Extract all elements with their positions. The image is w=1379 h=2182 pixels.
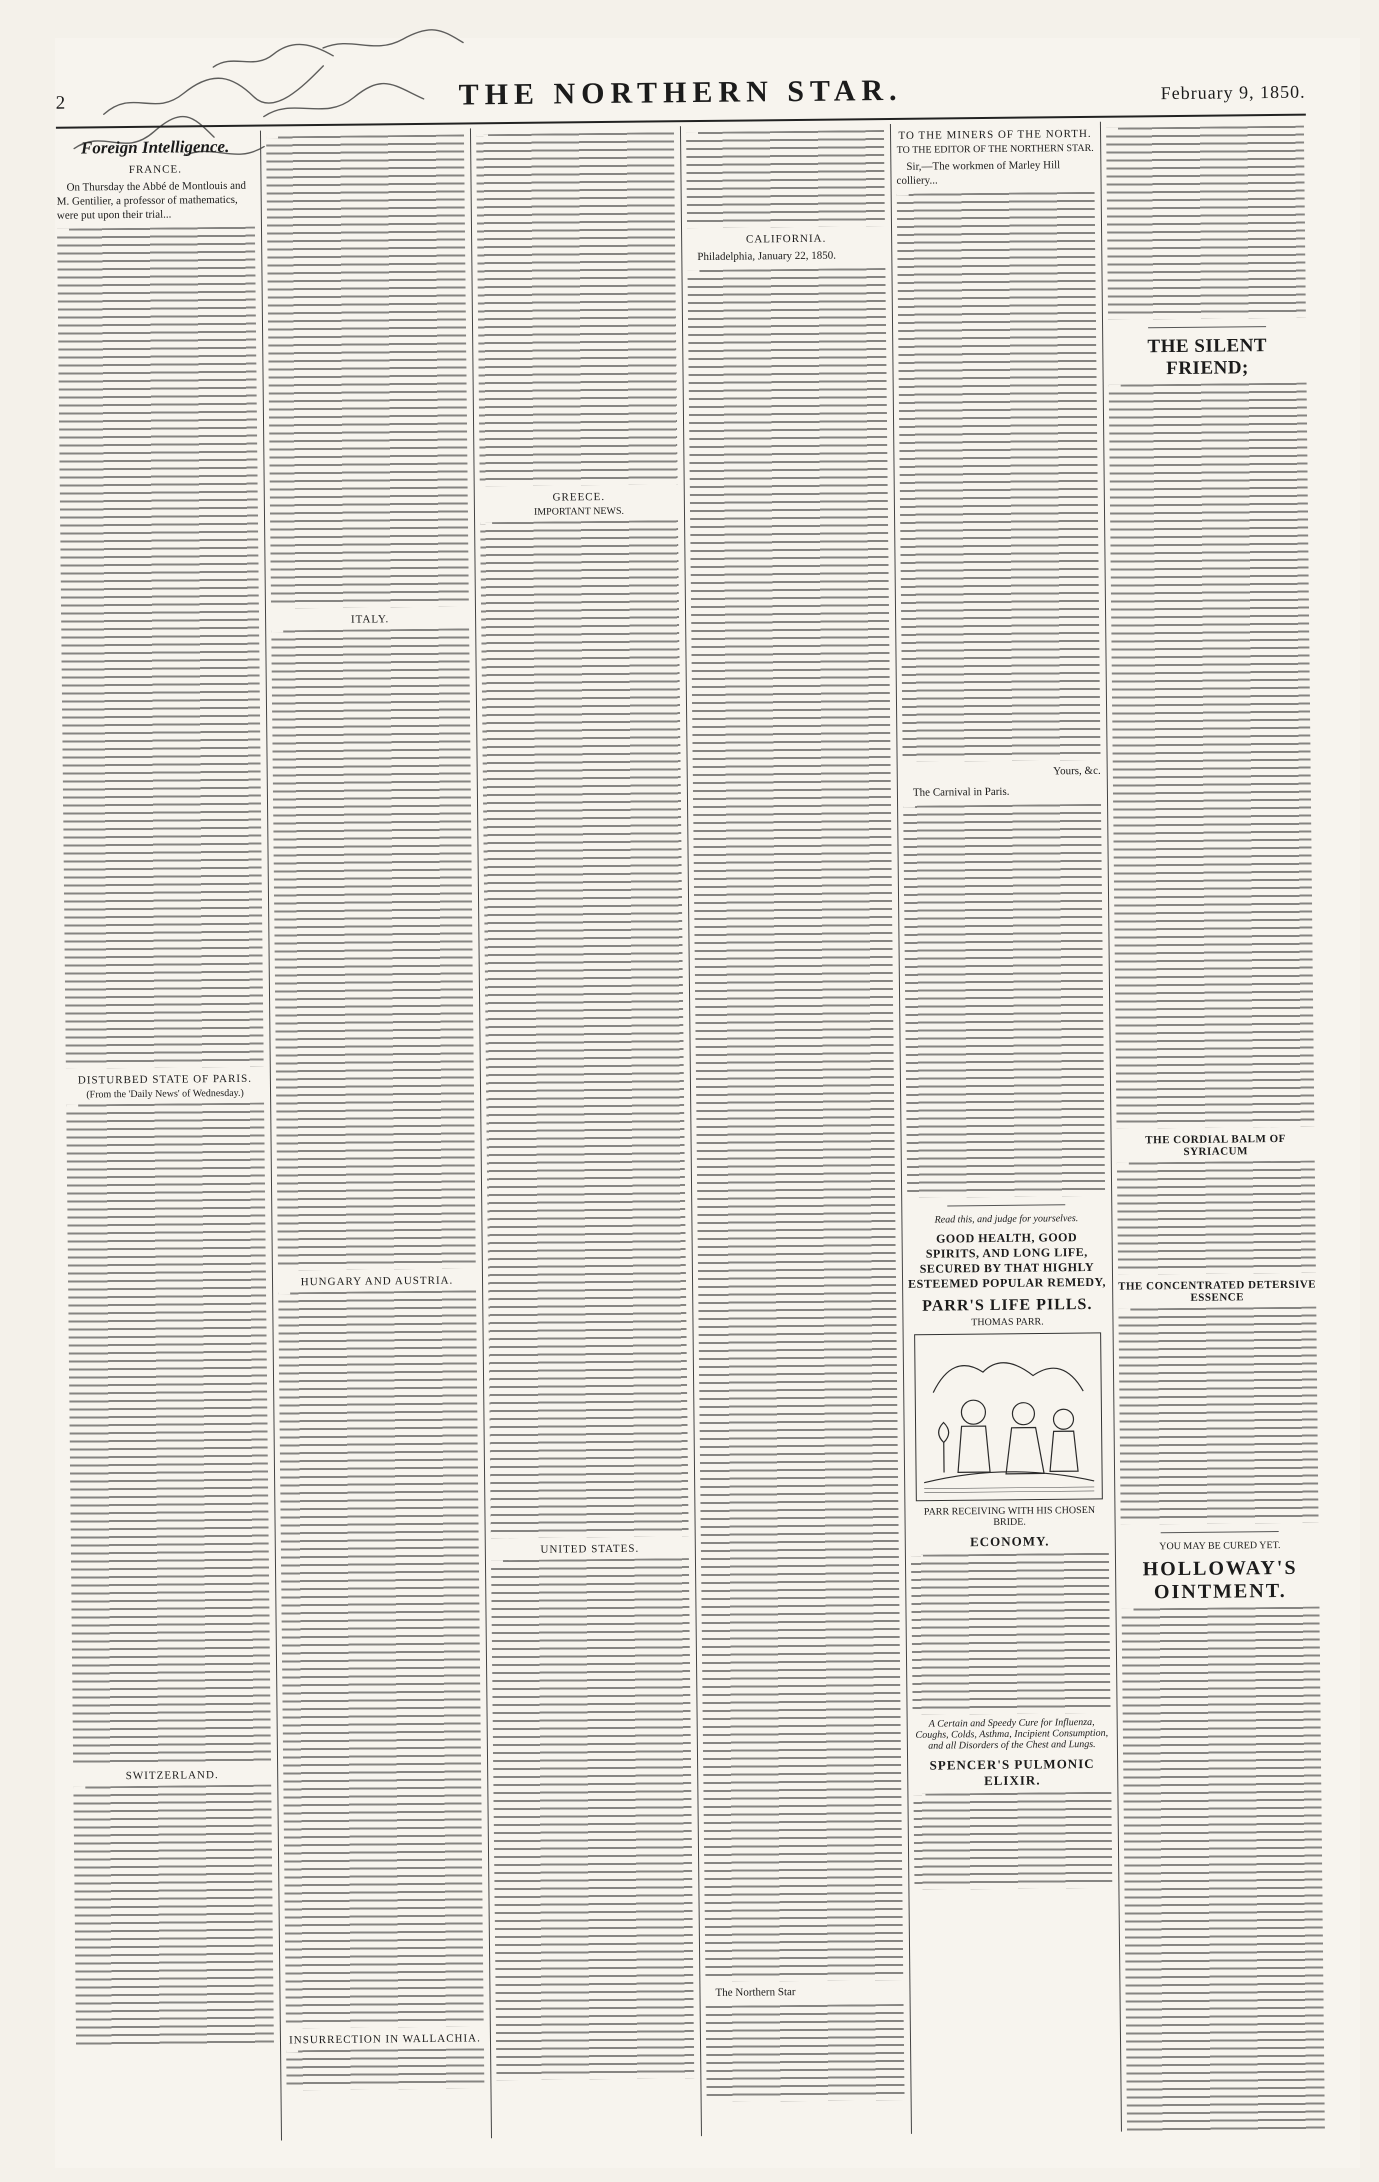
page-content [55, 27, 1379, 2171]
article-body [73, 1785, 274, 2047]
subheading-important-news: IMPORTANT NEWS. [533, 505, 625, 518]
subheading-france: FRANCE. [128, 163, 183, 176]
subheading-wallachia: INSURRECTION IN WALLACHIA. [289, 2032, 481, 2047]
article-body [286, 2048, 484, 2090]
ad-tagline: YOU MAY BE CURED YET. [1159, 1539, 1281, 1553]
article-body [686, 130, 885, 228]
ad-subheading: ECONOMY. [970, 1533, 1050, 1550]
ad-body [1106, 126, 1306, 320]
engraving-illustration [913, 1331, 1105, 1503]
column-4 [686, 124, 905, 2136]
article-lead: The Carnival in Paris. [912, 785, 1010, 799]
letter-body [897, 192, 1101, 762]
ad-headline: GOOD HEALTH, GOOD SPIRITS, AND LONG LIFE, SECURED BY THAT HIGHLY ESTEEMED POPULAR REMEDY, [908, 1230, 1107, 1291]
letter-signoff: Yours, &c. [1053, 764, 1101, 778]
subheading-united-states: UNITED STATES. [540, 1542, 640, 1556]
article-body [903, 804, 1105, 1198]
ad-body [1118, 1307, 1318, 1525]
column-6 [1106, 120, 1325, 2132]
newspaper-title: THE NORTHERN STAR. [458, 73, 903, 112]
subheading-greece: GREECE. [552, 490, 606, 504]
closing-fragment: The Northern Star [715, 1986, 796, 1999]
ad-body [1117, 1161, 1316, 1275]
illustration-caption: PARR RECEIVING WITH HIS CHOSEN BRIDE. [923, 1504, 1096, 1528]
ad-body [913, 1792, 1112, 1890]
page-number: 2 [55, 92, 66, 114]
divider [947, 1204, 1065, 1206]
ad-headline: THE SILENT FRIEND; [1147, 335, 1268, 380]
newspaper-page [55, 38, 1360, 2168]
article-body [278, 1290, 484, 2028]
column-2 [266, 128, 485, 2140]
ad-portrait-caption: THOMAS PARR. [971, 1316, 1044, 1329]
ad-headline: THE CONCENTRATED DETERSIVE ESSENCE [1118, 1278, 1317, 1304]
source-note: (From the 'Daily News' of Wednesday.) [86, 1087, 244, 1101]
issue-date: February 9, 1850. [1160, 81, 1306, 104]
column-1 [56, 131, 275, 2143]
article-lead: On Thursday the Abbé de Montlouis and M. Gentilier, a professor of mathematics, were put upon their trial... [56, 179, 247, 222]
dateline: Philadelphia, January 22, 1850. [697, 249, 837, 264]
article-body [271, 628, 476, 1270]
article-body [476, 132, 678, 486]
column-3 [476, 126, 695, 2138]
subheading-switzerland: SWITZERLAND. [125, 1769, 219, 1783]
subheading-hungary: HUNGARY AND AUSTRIA. [300, 1274, 454, 1289]
section-title: Foreign Intelligence. [80, 136, 230, 158]
ad-product-name: SPENCER'S PULMONIC ELIXIR. [929, 1755, 1095, 1789]
subheading-paris: DISTURBED STATE OF PARIS. [77, 1072, 252, 1087]
subheading-california: CALIFORNIA. [745, 232, 827, 246]
article-body [266, 134, 469, 608]
letter-heading: TO THE MINERS OF THE NORTH. [898, 127, 1092, 142]
ad-tagline: A Certain and Speedy Cure for Influenza, Coughs, Colds, Asthma, Incipient Consumption, and all Disorders of the Chest and Lungs. [915, 1716, 1109, 1752]
letter-opening: Sir,—The workmen of Marley Hill colliery... [896, 159, 1061, 187]
article-body [57, 227, 264, 1069]
article-body [687, 268, 903, 1982]
divider [1161, 1531, 1279, 1533]
letter-subheading: TO THE EDITOR OF THE NORTHERN STAR. [896, 142, 1094, 156]
article-body [706, 2004, 905, 2102]
ad-body [1109, 383, 1315, 1129]
ad-headline: THE CORDIAL BALM OF SYRIACUM [1145, 1132, 1286, 1158]
article-body [491, 1558, 694, 2080]
column-5 [896, 122, 1115, 2134]
ad-body [1121, 1607, 1324, 2132]
columns [56, 120, 1327, 2143]
ad-headline: HOLLOWAY'S OINTMENT. [1142, 1556, 1298, 1604]
subheading-italy: ITALY. [350, 613, 390, 626]
ad-body [911, 1553, 1111, 1715]
ad-tagline: Read this, and judge for yourselves. [934, 1213, 1079, 1226]
article-body [66, 1103, 271, 1765]
divider [1148, 326, 1266, 328]
ad-product-name: PARR'S LIFE PILLS. [922, 1295, 1093, 1315]
article-body [480, 520, 689, 1538]
